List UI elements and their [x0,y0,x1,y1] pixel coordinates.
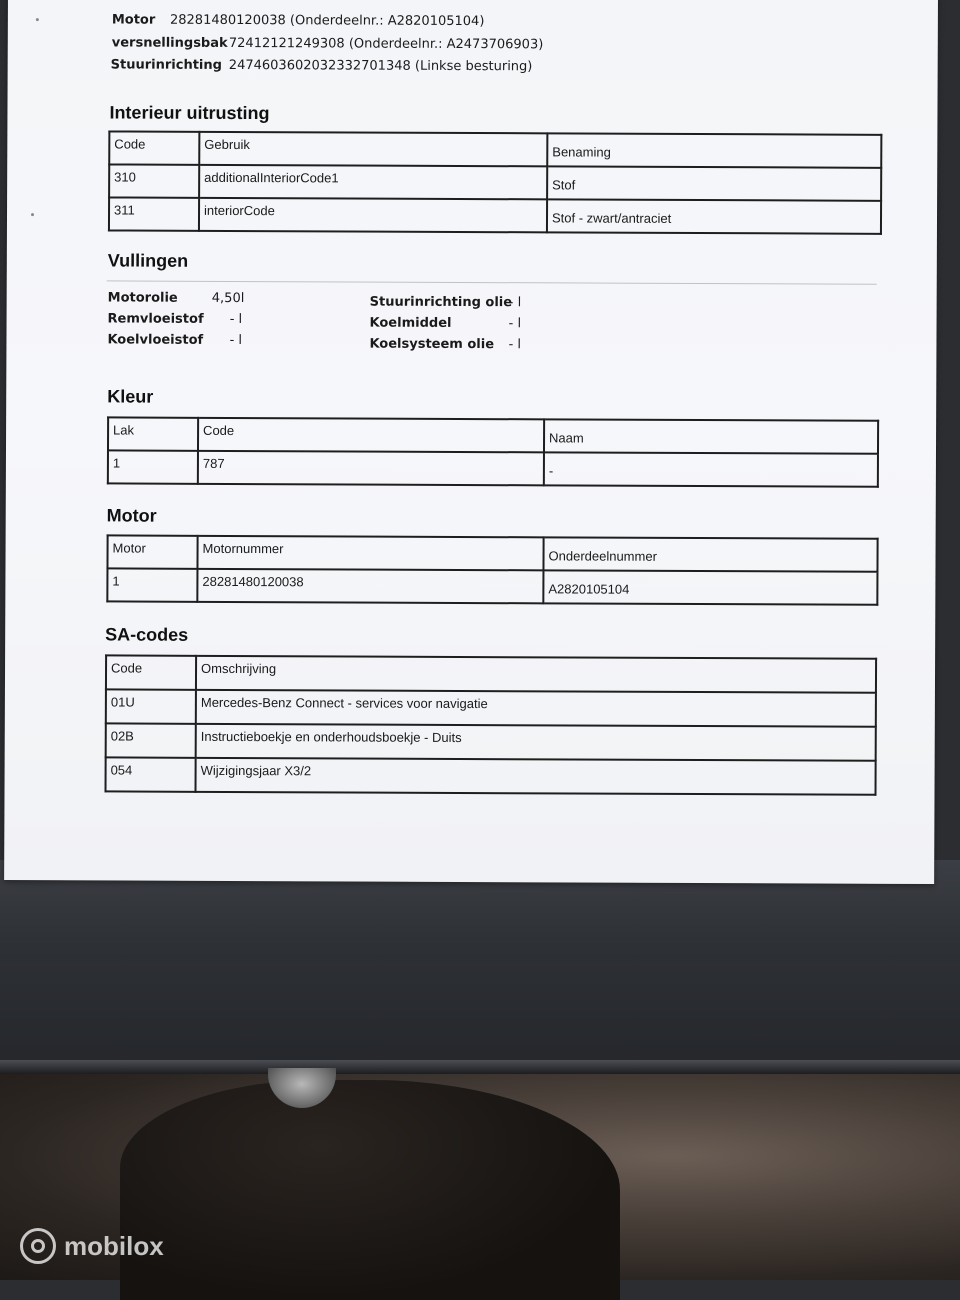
document-page [4,0,938,884]
mobilox-watermark [20,1228,164,1264]
table-cell: 02B [106,723,196,757]
spec-line-versnellingsbak: versnellingsbak 72412121249308 (Onderdeelnr.: A2473706903) [111,35,544,53]
table-cell: A2820105104 [543,570,877,604]
table-cell: 01U [106,689,196,723]
header-cell: Benaming [547,133,881,167]
fill-koelsysteem-olie: Koelsysteem olie - l [369,336,522,353]
table-cell: - [544,452,878,486]
header-cell: Omschrijving [196,656,876,693]
motor-table [106,534,878,605]
section-title-sa-codes: SA-codes [105,624,189,645]
jacket [120,1080,620,1300]
table-row [109,164,881,200]
header-cell: Code [106,655,196,689]
table-cell: 1 [107,568,197,601]
car-roof-edge [0,1060,960,1074]
header-cell: Code [109,131,199,164]
section-divider [107,280,877,284]
spec-line-motor: Motor 28281480120038 (Onderdeelnr.: A2820105104) [111,12,485,30]
car-roof-surface [0,860,960,1080]
kleur-table [107,416,879,487]
interieur-table [108,130,882,234]
table-header-row [106,655,876,692]
table-header-row [108,417,878,453]
table-header-row [109,131,881,167]
fill-koelvloeistof: Koelvloeistof - l [107,332,243,349]
section-title-interieur: Interieur uitrusting [109,102,270,124]
header-cell: Lak [108,417,198,450]
header-cell: Code [198,418,544,453]
table-row [108,450,878,486]
table-cell: 311 [109,197,199,230]
section-title-vullingen: Vullingen [107,250,189,271]
section-title-kleur: Kleur [107,386,154,407]
section-title-motor: Motor [106,505,157,526]
fill-motorolie: Motorolie 4,50l [107,290,245,307]
header-cell: Naam [544,419,878,453]
table-row [106,689,876,726]
table-cell: 310 [109,164,199,197]
table-cell: 054 [106,757,196,791]
header-cell: Gebruik [199,132,547,167]
paper-speck [31,213,34,216]
table-row [106,757,876,794]
table-cell: 1 [108,450,198,483]
fill-remvloeistof: Remvloeistof - l [107,311,243,328]
table-row [106,723,876,760]
header-cell: Onderdeelnummer [543,537,877,571]
sa-codes-table [104,654,877,795]
mobilox-logo-icon [20,1228,56,1264]
table-header-row [107,535,877,571]
table-cell: 787 [198,451,544,486]
spec-line-stuurinrichting: Stuurinrichting 2474603602032332701348 (Linkse besturing) [110,57,533,75]
table-row [107,568,877,604]
table-cell: additionalInteriorCode1 [199,165,547,200]
table-cell: Stof - zwart/antraciet [547,199,881,233]
header-cell: Motor [107,535,197,568]
table-cell: Wijzigingsjaar X3/2 [196,758,876,795]
watermark-text: mobilox [64,1230,164,1261]
fill-koelmiddel: Koelmiddel - l [369,315,522,332]
table-cell: Instructieboekje en onderhoudsboekje - Duits [196,724,876,761]
table-cell: interiorCode [199,198,547,233]
table-cell: 28281480120038 [197,569,543,604]
paper-speck [36,18,39,21]
table-row [109,197,881,233]
header-cell: Motornummer [197,536,543,571]
table-cell: Mercedes-Benz Connect - services voor navigatie [196,690,876,727]
fill-stuurinrichting-olie: Stuurinrichting olie - l [369,294,522,311]
table-cell: Stof [547,166,881,200]
